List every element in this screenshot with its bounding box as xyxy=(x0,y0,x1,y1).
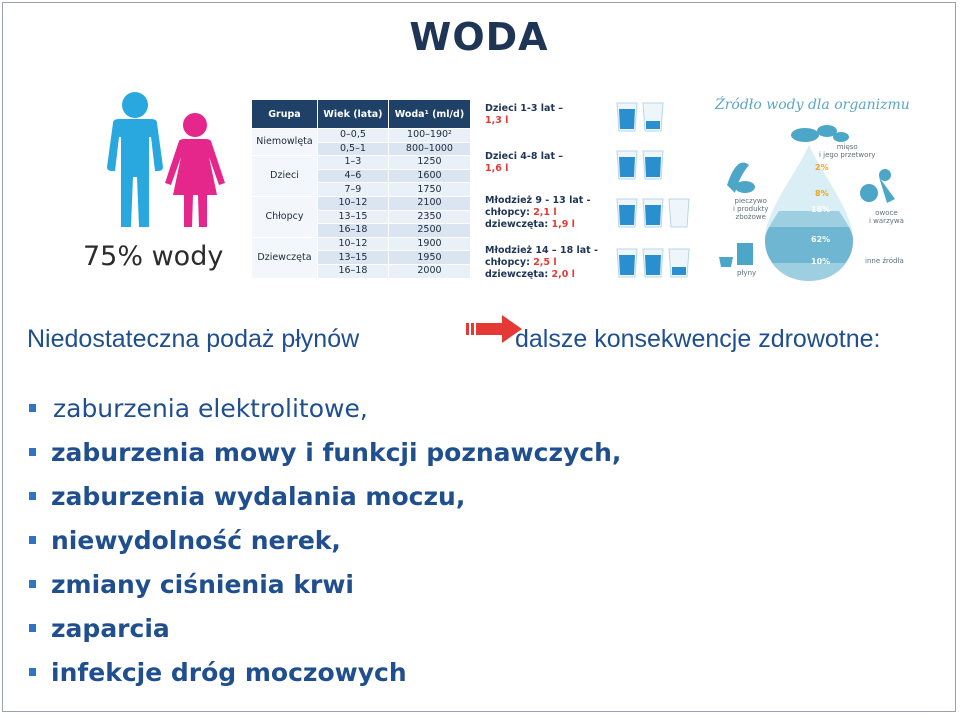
list-item: zaburzenia elektrolitowe, xyxy=(27,387,621,431)
table-cell-water: 800–1000 xyxy=(388,142,470,156)
table-cell-age: 16–18 xyxy=(317,224,388,238)
glass-icon xyxy=(669,249,689,277)
glasses-illustration xyxy=(613,99,703,289)
people-illustration xyxy=(99,91,229,231)
bullet-icon xyxy=(29,624,36,632)
water-source-title: Źródło wody dla organizmu xyxy=(715,97,910,113)
bullet-icon xyxy=(29,404,36,412)
column-header-water: Woda¹ (ml/d) xyxy=(388,100,470,129)
glass-icon xyxy=(669,199,689,227)
table-cell-water: 2350 xyxy=(388,210,470,224)
list-item: niewydolność nerek, xyxy=(27,519,621,563)
table-cell-water: 1950 xyxy=(388,251,470,265)
drinks-percentage: 62% xyxy=(811,235,831,244)
glass-icon xyxy=(643,249,663,277)
recommendation-youth-9-13: Młodzież 9 - 13 lat - chłopcy: 2,1 l dziewczęta: 1,9 l xyxy=(485,195,591,230)
list-item: infekcje dróg moczowych xyxy=(27,651,621,695)
glass-icon xyxy=(617,103,637,131)
table-cell-water: 1600 xyxy=(388,169,470,183)
fruit-percentage: 18% xyxy=(811,205,831,214)
table-cell-group: Dziewczęta xyxy=(252,237,318,278)
glass-icon xyxy=(643,103,663,131)
glass-icon xyxy=(643,199,663,227)
table-cell-group: Chłopcy xyxy=(252,196,318,237)
water-intake-table xyxy=(251,99,471,279)
bread-percentage: 8% xyxy=(815,189,829,198)
slide xyxy=(2,2,956,712)
meat-icon xyxy=(791,125,849,142)
list-item: zaparcia xyxy=(27,607,621,651)
glass-icon xyxy=(617,199,637,227)
vegetables-icon xyxy=(860,169,895,203)
table-row xyxy=(252,196,471,210)
bullet-icon xyxy=(29,536,36,544)
drinks-icon xyxy=(719,243,753,267)
recommendation-youth-14-18: Młodzież 14 – 18 lat - chłopcy: 2,5 l dziewczęta: 2,0 l xyxy=(485,245,598,280)
meat-label: mięso i jego przetwory xyxy=(819,143,876,159)
table-row xyxy=(252,237,471,251)
table-cell-water: 1250 xyxy=(388,156,470,170)
table-row xyxy=(252,156,471,170)
bread-icon xyxy=(727,163,755,194)
list-item: zmiany ciśnienia krwi xyxy=(27,563,621,607)
glass-icon xyxy=(617,151,637,179)
table-cell-water: 1750 xyxy=(388,183,470,197)
water-percentage-label: 75% wody xyxy=(83,241,224,272)
bullet-icon xyxy=(29,492,36,500)
table-cell-group: Dzieci xyxy=(252,156,318,197)
table-row xyxy=(252,129,471,143)
consequences-list xyxy=(27,387,621,695)
glass-icon xyxy=(643,151,663,179)
drinks-label: płyny xyxy=(737,269,757,277)
recommendation-children-4-8: Dzieci 4-8 lat – 1,6 l xyxy=(485,151,564,174)
list-item: zaburzenia mowy i funkcji poznawczych, xyxy=(27,431,621,475)
other-percentage: 10% xyxy=(811,257,831,266)
table-cell-water: 2100 xyxy=(388,196,470,210)
table-cell-age: 0–0,5 xyxy=(317,129,388,143)
column-header-group: Grupa xyxy=(252,100,318,129)
meat-percentage: 2% xyxy=(815,163,829,172)
consequences-heading: dalsze konsekwencje zdrowotne: xyxy=(515,325,881,353)
table-cell-age: 10–12 xyxy=(317,237,388,251)
table-cell-group: Niemowlęta xyxy=(252,129,318,156)
other-sources-label: inne źródła xyxy=(865,257,904,265)
table-cell-age: 7–9 xyxy=(317,183,388,197)
bullet-icon xyxy=(29,580,36,588)
table-cell-age: 1–3 xyxy=(317,156,388,170)
table-cell-age: 0,5–1 xyxy=(317,142,388,156)
table-cell-water: 100–190² xyxy=(388,129,470,143)
water-drop-icon xyxy=(765,145,853,281)
table-cell-age: 16–18 xyxy=(317,264,388,278)
glass-icon xyxy=(617,249,637,277)
table-cell-age: 13–15 xyxy=(317,210,388,224)
table-cell-water: 2500 xyxy=(388,224,470,238)
table-cell-age: 10–12 xyxy=(317,196,388,210)
table-header-row xyxy=(252,100,471,129)
table-cell-water: 1900 xyxy=(388,237,470,251)
slide-title: WODA xyxy=(409,15,549,59)
list-item: zaburzenia wydalania moczu, xyxy=(27,475,621,519)
man-icon xyxy=(107,92,163,227)
bullet-icon xyxy=(29,448,36,456)
table-cell-age: 13–15 xyxy=(317,251,388,265)
table-cell-water: 2000 xyxy=(388,264,470,278)
woman-icon xyxy=(165,113,225,227)
bread-label: pieczywo i produkty zbożowe xyxy=(733,197,769,221)
table-cell-age: 4–6 xyxy=(317,169,388,183)
fruit-label: owoce i warzywa xyxy=(869,209,904,225)
recommendation-children-1-3: Dzieci 1-3 lat – 1,3 l xyxy=(485,103,564,126)
column-header-age: Wiek (lata) xyxy=(317,100,388,129)
bullet-icon xyxy=(29,668,36,676)
insufficient-fluid-statement: Niedostateczna podaż płynów xyxy=(27,325,360,353)
